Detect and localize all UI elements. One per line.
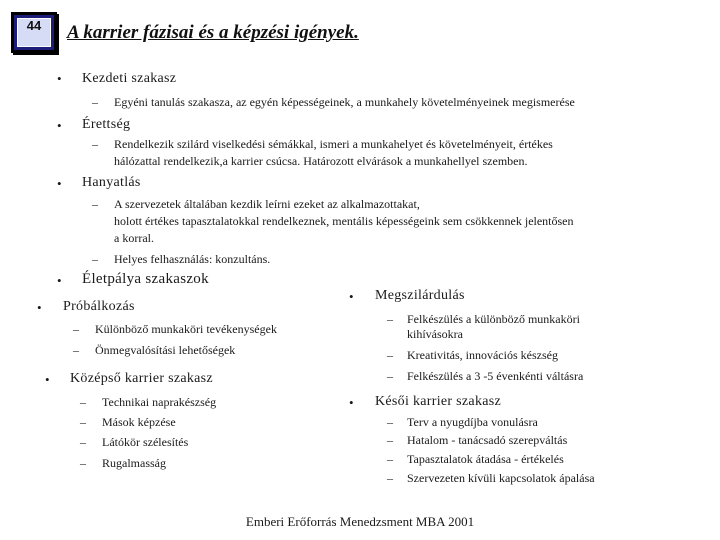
dash: – xyxy=(92,137,98,151)
bullet: • xyxy=(349,289,354,304)
phase-label: Életpálya szakaszok xyxy=(82,271,209,287)
phase-sub-line: A szervezetek általában kezdik leírni ezeket az alkalmazottakat, xyxy=(114,197,420,211)
dash: – xyxy=(387,312,393,326)
phase-sub-line: Helyes felhasználás: konzultáns. xyxy=(114,252,271,266)
dash: – xyxy=(387,471,393,485)
stage-item: Felkészülés a 3 -5 évenkénti váltásra xyxy=(407,369,584,383)
stage-label: Középső karrier szakasz xyxy=(70,371,213,386)
dash: – xyxy=(387,369,393,383)
phase-label: Kezdeti szakasz xyxy=(82,71,177,86)
slide-number-badge xyxy=(11,12,57,53)
slide-number: 44 xyxy=(26,18,42,33)
dash: – xyxy=(80,435,86,449)
stage-item: Hatalom - tanácsadó szerepváltás xyxy=(407,433,568,447)
dash: – xyxy=(92,95,98,109)
dash: – xyxy=(80,395,86,409)
stage-item: Rugalmasság xyxy=(102,456,166,470)
stage-item: Önmegvalósítási lehetőségek xyxy=(95,343,236,357)
stage-label: Próbálkozás xyxy=(63,299,135,314)
dash: – xyxy=(387,452,393,466)
bullet: • xyxy=(57,118,62,133)
slide-title: A karrier fázisai és a képzési igények. xyxy=(67,22,359,43)
bullet: • xyxy=(57,176,62,191)
stage-item: Mások képzése xyxy=(102,415,176,429)
dash: – xyxy=(80,415,86,429)
stage-item: Technikai naprakészség xyxy=(102,395,217,409)
bullet: • xyxy=(45,372,50,387)
stage-item: Különböző munkaköri tevékenységek xyxy=(95,322,277,336)
stage-item: Felkészülés a különböző munkaköri xyxy=(407,312,580,326)
footer-text: Emberi Erőforrás Menedzsment MBA 2001 xyxy=(245,514,475,529)
stage-item: Kreativitás, innovációs készség xyxy=(407,348,558,362)
bullet: • xyxy=(57,273,62,288)
dash: – xyxy=(80,456,86,470)
stage-item: Látókör szélesítés xyxy=(102,435,189,449)
phase-sub-line: a korral. xyxy=(114,231,154,245)
dash: – xyxy=(73,322,79,336)
stage-item: Tapasztalatok átadása - értékelés xyxy=(407,452,564,466)
phase-label: Érettség xyxy=(82,117,131,132)
dash: – xyxy=(387,433,393,447)
dash: – xyxy=(387,348,393,362)
bullet: • xyxy=(57,71,62,86)
stage-item: Szervezeten kívüli kapcsolatok ápalása xyxy=(407,471,595,485)
phase-sub-line: Rendelkezik szilárd viselkedési sémákkal, ismeri a munkahelyet és követelményeit, értékes xyxy=(114,137,553,151)
phase-label: Hanyatlás xyxy=(82,175,141,190)
bullet: • xyxy=(349,395,354,410)
bullet: • xyxy=(37,300,42,315)
stage-item: kihívásokra xyxy=(407,327,463,341)
dash: – xyxy=(92,197,98,211)
stage-label: Megszilárdulás xyxy=(375,288,465,303)
stage-label: Késői karrier szakasz xyxy=(375,394,502,409)
stage-item: Terv a nyugdíjba vonulásra xyxy=(407,415,538,429)
phase-sub-line: Egyéni tanulás szakasza, az egyén képességeinek, a munkahely követelményeinek megismerése xyxy=(114,95,575,109)
dash: – xyxy=(73,343,79,357)
phase-sub-line: hálózattal rendelkezik,a karrier csúcsa. Határozott elvárások a munkahellyel szemben. xyxy=(114,154,528,168)
dash: – xyxy=(387,415,393,429)
phase-sub-line: holott értékes tapasztalatokkal rendelkeznek, mentális képességeink sem csökkennek jelentősen xyxy=(114,214,574,228)
dash: – xyxy=(92,252,98,266)
